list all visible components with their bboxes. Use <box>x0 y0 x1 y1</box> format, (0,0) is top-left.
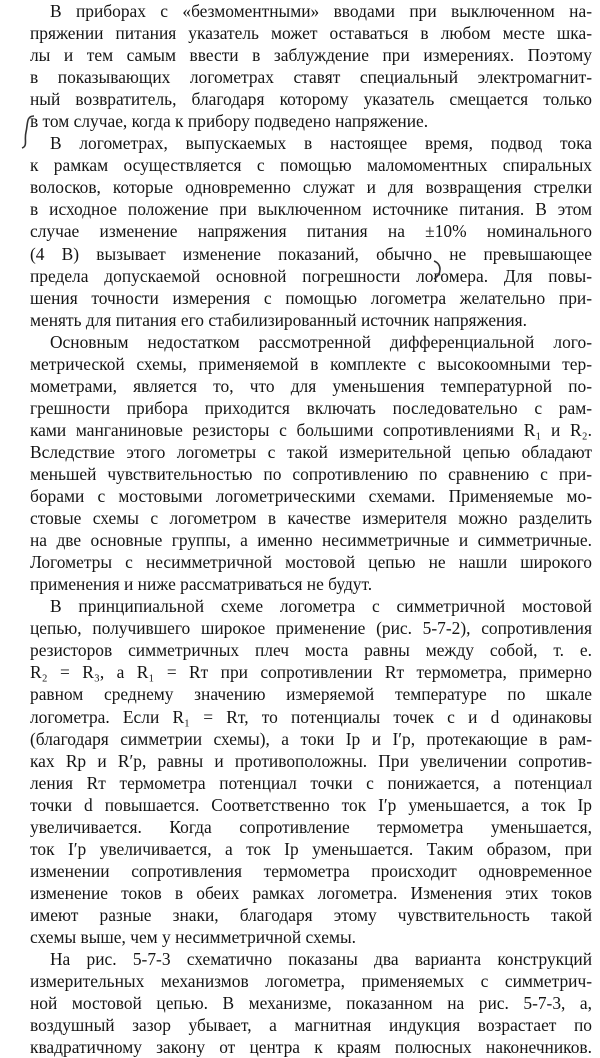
text-line: увеличивается. Когда сопротивление термометра уменьшается, <box>30 816 592 837</box>
text-line: В логометрах, выпускаемых в настоящее время, подвод тока <box>50 133 592 154</box>
bracket-mark-icon <box>14 112 38 152</box>
text-line: случае изменение напряжения питания на ±10% номинального <box>30 221 592 242</box>
text-line: (благодаря симметрии схемы), а токи Iр и I′р, протекающие в рам- <box>30 728 592 749</box>
text-line: борами с мостовыми логометрическими схемами. Применяемые мо- <box>30 486 592 507</box>
text-line: R₂ = R₃, а R₁ = Rт при сопротивлении Rт термометра, примерно <box>30 662 592 683</box>
text-line: резисторов симметричных плеч моста равны между собой, т. е. <box>30 640 592 661</box>
text-line: в исходное положение при выключенном источнике питания. В этом <box>30 199 592 220</box>
text-line: точки d повышается. Соответственно ток I′р уменьшается, а ток Iр <box>30 794 592 815</box>
page-text <box>10 0 592 1058</box>
text-line: На рис. 5-7-3 схематично показаны два варианта конструкций <box>50 949 592 970</box>
text-line: стовые схемы с логометром в качестве измерителя можно разделить <box>30 508 592 529</box>
paragraph-4 <box>10 595 592 948</box>
text-line: изменение токов в обеих рамках логометра. Изменения этих токов <box>30 882 592 903</box>
text-line: пряжении питания указатель может оставаться в любом месте шка- <box>30 23 592 44</box>
paragraph-1 <box>10 0 592 132</box>
paragraph-3 <box>10 331 592 596</box>
text-line: схемы выше, чем у несимметричной схемы. <box>30 926 357 947</box>
text-line: воздушный зазор убывает, а магнитная индукция возрастает по <box>30 1015 592 1036</box>
text-line: метрической схемы, применяемой в комплекте с высокоомными тер- <box>30 353 592 374</box>
text-line: мометрами, является то, что для уменьшения температурной по- <box>30 375 592 396</box>
paragraph-5 <box>10 948 592 1058</box>
text-line: ках Rр и R′р, равны и противоположны. При увеличении сопротив- <box>30 750 592 771</box>
text-line: меньшей чувствительностью по сопротивлению по сравнению с при- <box>30 463 592 484</box>
text-line: Вследствие этого логометры с такой измерительной цепью обладают <box>30 441 592 462</box>
text-line: измерительных механизмов логометра, применяемых с симметрич- <box>30 971 592 992</box>
text-line: шения точности измерения с помощью логометра желательно при- <box>30 287 592 308</box>
text-line: цепью, получившего широкое применение (рис. 5-7-2), сопротивления <box>30 618 592 639</box>
text-line: менять для питания его стабилизированный источник напряжения. <box>30 309 528 330</box>
text-line: ками манганиновые резисторы с большими сопротивлениями R₁ и R₂. <box>30 419 592 440</box>
text-line: (4 В) вызывает изменение показаний, обычно не превышающее <box>30 243 592 264</box>
text-line: в показывающих логометрах ставят специальный электромагнит- <box>30 67 592 88</box>
text-line: ток I′р увеличивается, а ток Iр уменьшается. Таким образом, при <box>30 838 592 859</box>
text-line: логометра. Если R₁ = Rт, то потенциалы точек c и d одинаковы <box>30 706 592 727</box>
text-line: в том случае, когда к прибору подведено напряжение. <box>30 111 429 132</box>
text-line: предела допускаемой основной погрешности логомера. Для повы- <box>30 265 592 286</box>
text-line: имеют разные знаки, благодаря этому чувствительность такой <box>30 904 592 925</box>
text-line: грешности прибора приходится включать последовательно с рам- <box>30 397 592 418</box>
text-line: к рамкам осуществляется с помощью маломоментных спиральных <box>30 155 592 176</box>
text-line: ления Rт термометра потенциал точки c понижается, а потенциал <box>30 772 592 793</box>
text-line: лы и тем самым ввести в заблуждение при измерениях. Поэтому <box>30 45 592 66</box>
text-line: Основным недостатком рассмотренной дифференциальной лого- <box>50 331 592 352</box>
text-line: изменении сопротивления термометра происходит одновременное <box>30 860 592 881</box>
text-line: В принципиальной схеме логометра с симметричной мостовой <box>50 596 592 617</box>
text-line: квадратичному закону от центра к краям полюсных наконечников. <box>30 1037 592 1058</box>
text-line: волосков, которые одновременно служат и для возвращения стрелки <box>30 177 592 198</box>
bracket-close-mark-icon <box>428 258 452 282</box>
text-line: ный возвратитель, благодаря которому указатель смещается только <box>30 89 592 110</box>
text-line: применения и ниже рассматриваться не будут. <box>30 574 373 595</box>
text-line: равном среднему значению измеряемой температуре по шкале <box>30 684 592 705</box>
text-line: на две основные группы, а именно несимметричные и симметричные. <box>30 530 592 551</box>
text-line: ной мостовой цепью. В механизме, показанном на рис. 5-7-3, а, <box>30 993 592 1014</box>
paragraph-2 <box>10 132 592 330</box>
text-line: В приборах с «безмоментными» вводами при выключенном на- <box>50 1 592 21</box>
text-line: Логометры с несимметричной мостовой цепью не нашли широкого <box>30 552 592 573</box>
